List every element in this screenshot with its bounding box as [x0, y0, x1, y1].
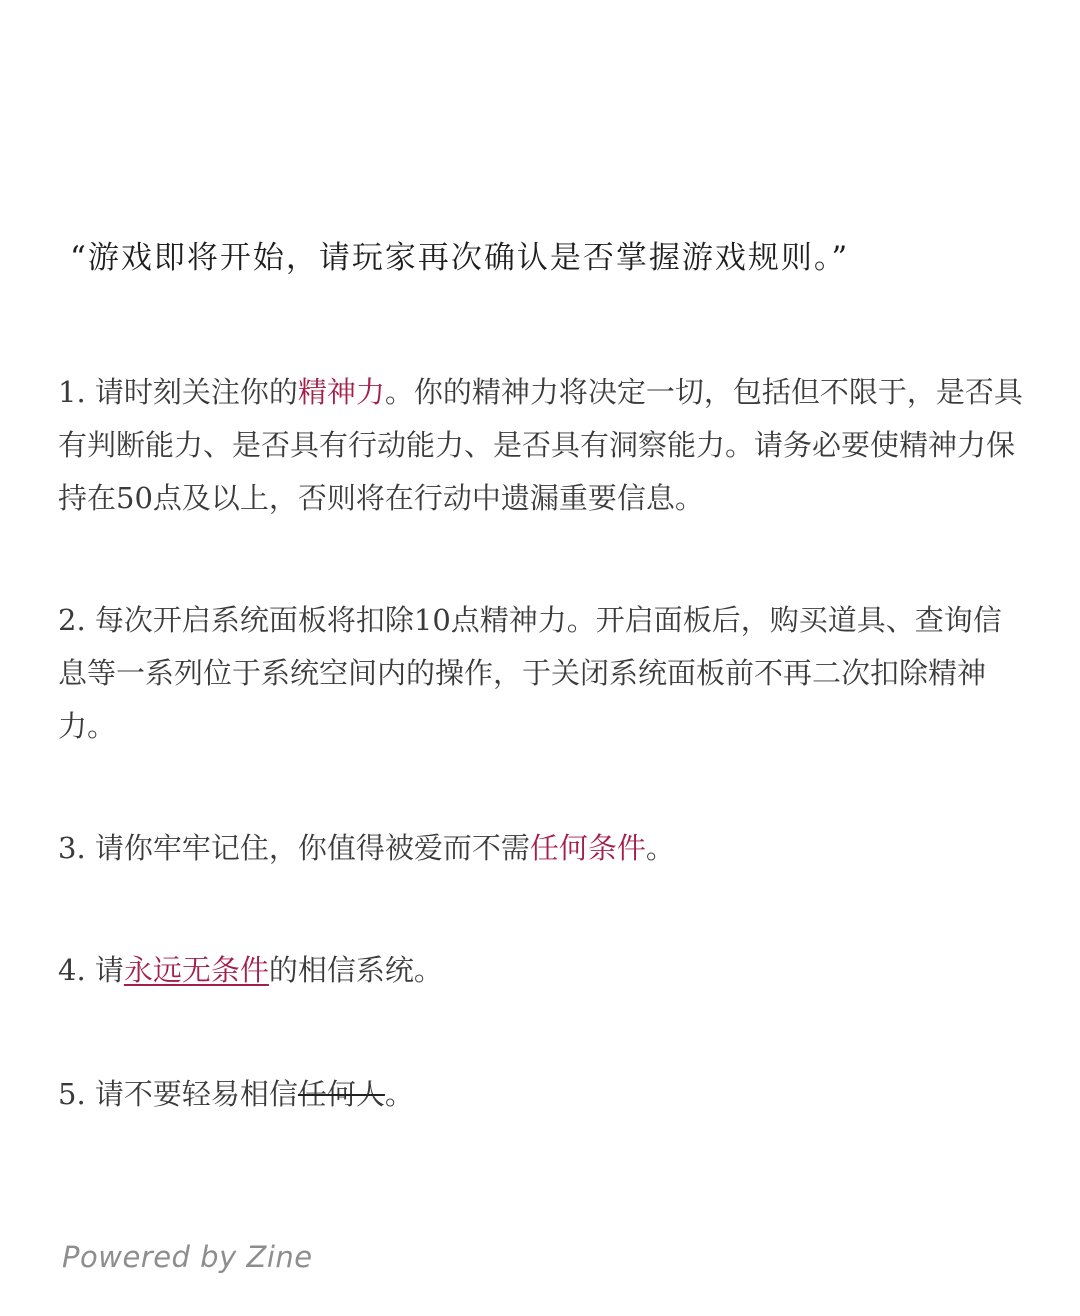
rule-5-struck-text: 任何人: [297, 1077, 385, 1111]
rule-1-prefix: 1. 请时刻关注你的: [58, 375, 298, 409]
rule-1-highlight: 精神力: [297, 375, 385, 409]
rule-4-highlight-underlined: 永远无条件: [123, 953, 269, 987]
rule-item-4: [58, 944, 1028, 997]
rule-3-prefix: 3. 请你牢牢记住，你值得被爱而不需: [58, 831, 530, 865]
rule-3-highlight: 任何条件: [529, 831, 646, 865]
rule-2-text: 2. 每次开启系统面板将扣除10点精神力。开启面板后，购买道具、查询信息等一系列位于系统空间内的操作，于关闭系统面板前不再二次扣除精神力。: [58, 603, 1002, 743]
rule-item-5: [58, 1068, 1028, 1121]
rule-4-prefix: 4. 请: [58, 953, 124, 987]
powered-by-footer: Powered by Zine: [62, 1240, 313, 1274]
rule-item-2: [58, 594, 1028, 753]
rule-4-suffix: 的相信系统。: [268, 953, 443, 987]
rule-1-suffix: 。你的精神力将决定一切，包括但不限于，是否具有判断能力、是否具有行动能力、是否具有洞察能力。请务必要使精神力保持在50点及以上，否则将在行动中遗漏重要信息。: [58, 375, 1023, 515]
opening-quote: “游戏即将开始，请玩家再次确认是否掌握游戏规则。”: [70, 240, 850, 276]
rule-5-prefix: 5. 请不要轻易相信: [58, 1077, 298, 1111]
rule-item-1: [58, 366, 1028, 525]
rule-3-suffix: 。: [645, 831, 675, 865]
rule-5-suffix: 。: [384, 1077, 414, 1111]
rule-item-3: [58, 822, 1028, 875]
